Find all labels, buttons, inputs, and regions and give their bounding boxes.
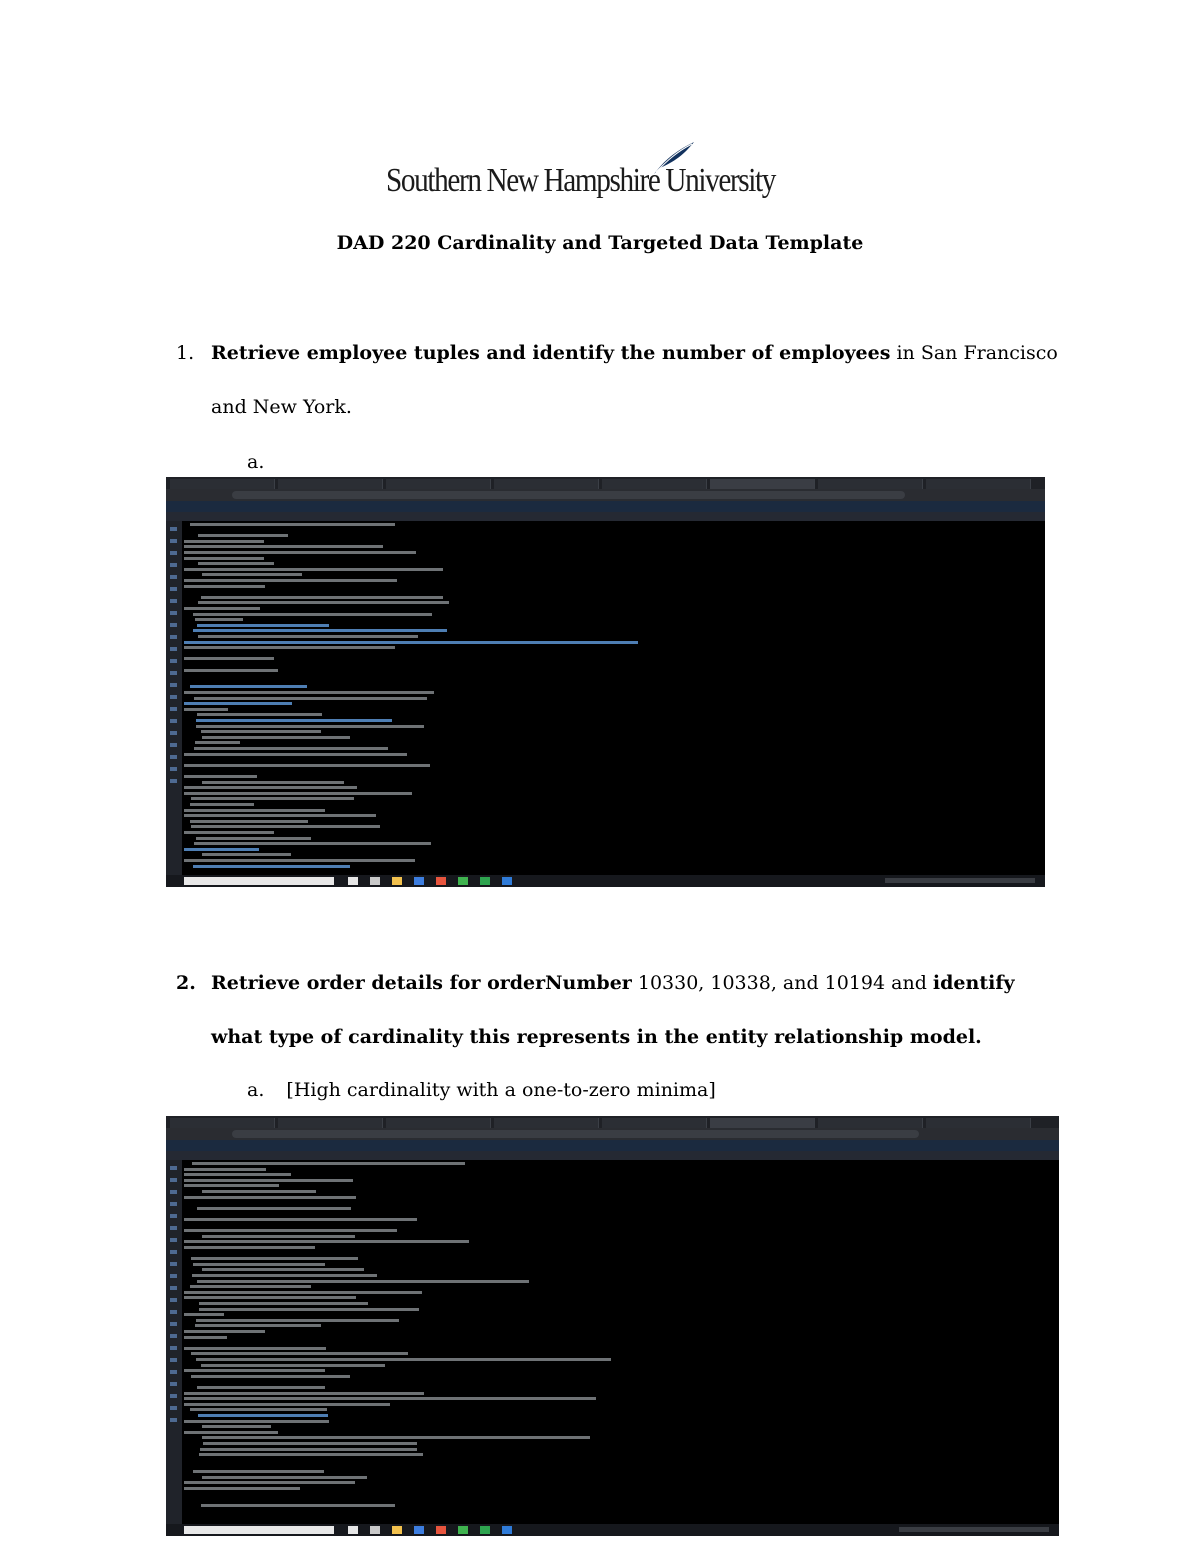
terminal-line xyxy=(184,568,443,571)
terminal-line xyxy=(184,657,274,660)
browser-tab xyxy=(386,479,491,489)
browser-tab xyxy=(494,1118,599,1128)
terminal-line xyxy=(184,585,265,588)
terminal-line xyxy=(191,1375,350,1378)
ide-menu-bar xyxy=(166,1140,1059,1151)
terminal-line xyxy=(184,607,260,610)
terminal-line xyxy=(184,1246,315,1249)
sidebar-icon xyxy=(170,719,177,723)
ide-sidebar xyxy=(166,1160,182,1524)
taskbar-app-icon xyxy=(458,877,468,885)
sidebar-icon xyxy=(170,683,177,687)
sidebar-icon xyxy=(170,563,177,567)
terminal-line xyxy=(202,1425,271,1428)
sidebar-icon xyxy=(170,659,177,663)
browser-tab xyxy=(602,479,707,489)
answer-label: a. xyxy=(247,1079,265,1101)
browser-tab xyxy=(170,1118,275,1128)
terminal-line xyxy=(194,697,427,700)
terminal-line xyxy=(184,1336,227,1339)
sidebar-icon xyxy=(170,635,177,639)
terminal-line xyxy=(184,1296,356,1299)
terminal-line xyxy=(184,702,292,705)
terminal-line xyxy=(202,781,344,784)
terminal-line xyxy=(202,1436,590,1439)
question-plain-text: in San Francisco and New York. xyxy=(211,342,1058,418)
terminal-line xyxy=(195,1324,321,1327)
sidebar-icon xyxy=(170,551,177,555)
terminal-line xyxy=(191,825,380,828)
taskbar-app-icon xyxy=(480,877,490,885)
ide-sidebar xyxy=(166,521,182,875)
question-number: 2. xyxy=(176,972,196,994)
taskbar-search xyxy=(184,1526,334,1534)
terminal-line xyxy=(184,786,357,789)
terminal-line xyxy=(184,540,264,543)
question-bold-text-2: identify what type of cardinality this represents in the entity relationship model. xyxy=(211,972,1015,1048)
taskbar-app-icon xyxy=(392,1526,402,1534)
taskbar-app-icon xyxy=(392,877,402,885)
terminal-line xyxy=(184,775,257,778)
system-tray xyxy=(885,878,1035,883)
terminal-line xyxy=(195,741,240,744)
page-title: DAD 220 Cardinality and Targeted Data Template xyxy=(336,232,864,254)
terminal-line xyxy=(184,848,259,851)
terminal-line xyxy=(196,719,392,722)
taskbar-app-icon xyxy=(436,877,446,885)
terminal-line xyxy=(192,1274,377,1277)
terminal-line xyxy=(198,635,418,638)
sidebar-icon xyxy=(170,575,177,579)
terminal-line xyxy=(184,792,412,795)
terminal-line xyxy=(190,803,254,806)
terminal-line xyxy=(184,1330,265,1333)
terminal-line xyxy=(202,736,350,739)
sidebar-icon xyxy=(170,1406,177,1410)
terminal-line xyxy=(196,1319,399,1322)
terminal-line xyxy=(201,1364,385,1367)
terminal-line xyxy=(198,562,274,565)
sidebar-icon xyxy=(170,623,177,627)
terminal-line xyxy=(184,1431,278,1434)
taskbar-app-icon xyxy=(348,1526,358,1534)
terminal-line xyxy=(184,1392,424,1395)
ide-tab-strip xyxy=(166,1151,1059,1160)
mysql-terminal-output xyxy=(184,1162,1057,1522)
browser-tab xyxy=(926,479,1031,489)
terminal-line xyxy=(184,641,638,644)
browser-address-bar xyxy=(166,1128,1059,1140)
terminal-line xyxy=(184,1403,390,1406)
sidebar-icon xyxy=(170,743,177,747)
answer-text: [High cardinality with a one-to-zero minima] xyxy=(286,1079,716,1101)
sidebar-icon xyxy=(170,611,177,615)
question-plain-text: 10330, 10338, and 10194 and xyxy=(631,972,933,994)
sidebar-icon xyxy=(170,587,177,591)
terminal-screenshot-order-details xyxy=(166,1116,1059,1536)
terminal-line xyxy=(201,1504,395,1507)
windows-taskbar xyxy=(166,1524,1059,1536)
terminal-line xyxy=(191,797,354,800)
terminal-line xyxy=(194,747,388,750)
mysql-terminal-output xyxy=(184,523,1043,873)
terminal-line xyxy=(193,613,432,616)
terminal-line xyxy=(202,853,291,856)
terminal-line xyxy=(184,1481,355,1484)
terminal-line xyxy=(184,1487,300,1490)
browser-address-bar xyxy=(166,489,1045,501)
browser-tab xyxy=(278,479,383,489)
terminal-line xyxy=(184,859,415,862)
terminal-line xyxy=(184,1196,356,1199)
ide-tab-strip xyxy=(166,512,1045,521)
terminal-line xyxy=(184,753,407,756)
ide-menu-bar xyxy=(166,501,1045,512)
sidebar-icon xyxy=(170,695,177,699)
sidebar-icon xyxy=(170,779,177,783)
terminal-line xyxy=(197,624,329,627)
sidebar-icon xyxy=(170,647,177,651)
taskbar-app-icon xyxy=(414,877,424,885)
answer-label: a. xyxy=(247,451,265,473)
sidebar-icon xyxy=(170,1346,177,1350)
terminal-line xyxy=(184,1420,329,1423)
terminal-line xyxy=(184,669,278,672)
browser-tab xyxy=(494,479,599,489)
terminal-line xyxy=(184,579,397,582)
terminal-line xyxy=(198,534,288,537)
sidebar-icon xyxy=(170,1310,177,1314)
sidebar-icon xyxy=(170,707,177,711)
taskbar-app-icon xyxy=(480,1526,490,1534)
terminal-line xyxy=(190,1285,311,1288)
taskbar-app-icon xyxy=(502,1526,512,1534)
terminal-line xyxy=(201,596,443,599)
terminal-line xyxy=(190,820,308,823)
system-tray xyxy=(899,1527,1049,1532)
terminal-line xyxy=(191,1257,358,1260)
terminal-line xyxy=(184,1184,279,1187)
browser-tab xyxy=(818,1118,923,1128)
browser-tab xyxy=(386,1118,491,1128)
terminal-line xyxy=(184,809,325,812)
terminal-line xyxy=(184,831,274,834)
browser-tab xyxy=(278,1118,383,1128)
taskbar-app-icon xyxy=(436,1526,446,1534)
sidebar-icon xyxy=(170,1418,177,1422)
terminal-line xyxy=(202,1190,316,1193)
browser-tab xyxy=(926,1118,1031,1128)
terminal-line xyxy=(184,646,395,649)
sidebar-icon xyxy=(170,731,177,735)
terminal-line xyxy=(184,1397,596,1400)
sidebar-icon xyxy=(170,539,177,543)
terminal-line xyxy=(184,691,434,694)
sidebar-icon xyxy=(170,1202,177,1206)
windows-taskbar xyxy=(166,875,1045,887)
terminal-line xyxy=(184,1179,353,1182)
terminal-line xyxy=(202,573,302,576)
terminal-line xyxy=(195,618,243,621)
sidebar-icon xyxy=(170,1394,177,1398)
terminal-line xyxy=(184,814,376,817)
terminal-line xyxy=(193,629,447,632)
sidebar-icon xyxy=(170,1226,177,1230)
terminal-line xyxy=(184,1313,224,1316)
terminal-line xyxy=(184,1229,397,1232)
answer-2a xyxy=(247,1079,716,1101)
browser-tab xyxy=(818,479,923,489)
browser-tab-bar xyxy=(166,1116,1059,1128)
sidebar-icon xyxy=(170,1250,177,1254)
sidebar-icon xyxy=(170,755,177,759)
sidebar-icon xyxy=(170,1166,177,1170)
terminal-line xyxy=(203,1442,417,1445)
terminal-line xyxy=(184,764,430,767)
terminal-line xyxy=(198,1414,328,1417)
sidebar-icon xyxy=(170,1358,177,1362)
sidebar-icon xyxy=(170,527,177,531)
question-bold-text: Retrieve order details for orderNumber xyxy=(211,972,632,994)
terminal-line xyxy=(199,1302,368,1305)
taskbar-app-icon xyxy=(370,877,380,885)
question-number: 1. xyxy=(176,342,195,364)
terminal-line xyxy=(197,1386,325,1389)
taskbar-app-icon xyxy=(458,1526,468,1534)
terminal-line xyxy=(202,1268,364,1271)
terminal-line xyxy=(197,1280,529,1283)
terminal-line xyxy=(200,1448,417,1451)
browser-tab xyxy=(170,479,275,489)
terminal-line xyxy=(196,837,311,840)
browser-tab xyxy=(710,1118,815,1128)
taskbar-app-icon xyxy=(502,877,512,885)
terminal-line xyxy=(199,1308,419,1311)
terminal-line xyxy=(198,601,449,604)
sidebar-icon xyxy=(170,1262,177,1266)
feather-icon xyxy=(648,140,696,176)
terminal-line xyxy=(202,1235,355,1238)
terminal-line xyxy=(193,865,350,868)
terminal-line xyxy=(193,1470,324,1473)
terminal-line xyxy=(184,1173,291,1176)
terminal-line xyxy=(197,713,322,716)
terminal-line xyxy=(184,545,383,548)
browser-tab xyxy=(602,1118,707,1128)
terminal-line xyxy=(184,1240,469,1243)
university-logo xyxy=(386,140,816,210)
browser-tab-bar xyxy=(166,477,1045,489)
taskbar-app-icon xyxy=(370,1526,380,1534)
terminal-line xyxy=(192,1162,465,1165)
terminal-line xyxy=(196,1358,611,1361)
sidebar-icon xyxy=(170,1178,177,1182)
terminal-line xyxy=(184,1291,422,1294)
sidebar-icon xyxy=(170,1286,177,1290)
sidebar-icon xyxy=(170,599,177,603)
terminal-line xyxy=(184,1347,326,1350)
terminal-line xyxy=(191,1352,408,1355)
terminal-line xyxy=(194,842,431,845)
taskbar-app-icon xyxy=(414,1526,424,1534)
terminal-line xyxy=(190,523,395,526)
terminal-line xyxy=(193,1263,325,1266)
taskbar-app-icon xyxy=(348,877,358,885)
sidebar-icon xyxy=(170,1214,177,1218)
answer-1a xyxy=(247,451,280,473)
terminal-line xyxy=(201,730,321,733)
sidebar-icon xyxy=(170,1274,177,1278)
terminal-screenshot-employees xyxy=(166,477,1045,887)
browser-tab xyxy=(710,479,815,489)
sidebar-icon xyxy=(170,767,177,771)
sidebar-icon xyxy=(170,1238,177,1242)
terminal-line xyxy=(199,1453,423,1456)
sidebar-icon xyxy=(170,1322,177,1326)
terminal-line xyxy=(184,551,416,554)
terminal-line xyxy=(196,725,424,728)
sidebar-icon xyxy=(170,671,177,675)
terminal-line xyxy=(184,557,264,560)
sidebar-icon xyxy=(170,1190,177,1194)
question-bold-text: Retrieve employee tuples and identify the number of employees xyxy=(211,342,891,364)
sidebar-icon xyxy=(170,1334,177,1338)
terminal-line xyxy=(190,1408,327,1411)
taskbar-search xyxy=(184,877,334,885)
terminal-line xyxy=(202,1476,367,1479)
logo-wordmark: Southern New Hampshire University xyxy=(386,162,776,199)
terminal-line xyxy=(190,685,307,688)
terminal-line xyxy=(184,1218,417,1221)
terminal-line xyxy=(184,1369,325,1372)
terminal-line xyxy=(184,708,228,711)
terminal-line xyxy=(197,1207,351,1210)
sidebar-icon xyxy=(170,1370,177,1374)
sidebar-icon xyxy=(170,1298,177,1302)
terminal-line xyxy=(184,1168,266,1171)
sidebar-icon xyxy=(170,1382,177,1386)
